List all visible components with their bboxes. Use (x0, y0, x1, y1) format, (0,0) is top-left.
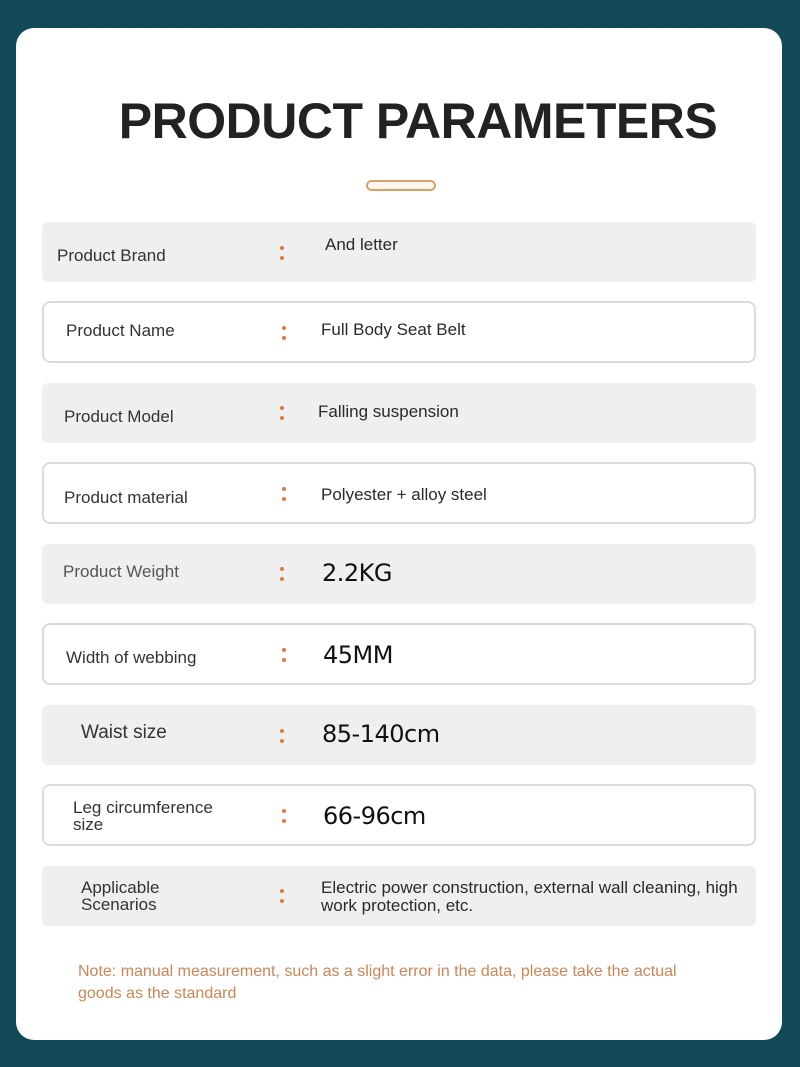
page-title: PRODUCT PARAMETERS (118, 93, 718, 149)
param-row-name (42, 301, 756, 363)
param-row-webbing-width (42, 623, 756, 685)
title-decoration (366, 180, 436, 191)
param-label: Product Name (66, 321, 175, 340)
param-value: Falling suspension (318, 402, 459, 421)
colon-separator-icon (280, 806, 288, 826)
param-label: Leg circumference size (73, 798, 213, 834)
param-value: Full Body Seat Belt (321, 320, 466, 339)
param-label: Product Model (64, 407, 174, 426)
param-row-material (42, 462, 756, 524)
param-label: Product material (64, 488, 188, 507)
param-row-brand (42, 222, 756, 282)
colon-separator-icon (278, 564, 286, 584)
param-row-waist-size (42, 705, 756, 765)
param-value: Polyester + alloy steel (321, 485, 487, 504)
param-label: Applicable Scenarios (81, 878, 160, 914)
colon-separator-icon (278, 726, 286, 746)
param-value: 2.2KG (322, 559, 393, 587)
param-row-weight (42, 544, 756, 604)
param-label: Width of webbing (66, 648, 197, 667)
colon-separator-icon (278, 243, 286, 263)
colon-separator-icon (280, 645, 288, 665)
param-value: Electric power construction, external wall cleaning, high work protection, etc. (321, 878, 738, 915)
colon-separator-icon (280, 323, 288, 343)
param-label: Waist size (81, 722, 167, 743)
colon-separator-icon (280, 484, 288, 504)
param-row-model (42, 383, 756, 443)
param-value: 45MM (323, 641, 393, 669)
measurement-note: Note: manual measurement, such as a slight error in the data, please take the actual goods as the standard (78, 963, 677, 1002)
param-value: 66-96cm (323, 802, 426, 830)
param-row-applicable-scenarios (42, 866, 756, 926)
param-row-leg-circumference (42, 784, 756, 846)
param-value: 85-140cm (322, 720, 440, 748)
param-value: And letter (325, 235, 398, 254)
param-label: Product Weight (63, 562, 179, 581)
colon-separator-icon (278, 886, 286, 906)
param-label: Product Brand (57, 246, 166, 265)
colon-separator-icon (278, 403, 286, 423)
